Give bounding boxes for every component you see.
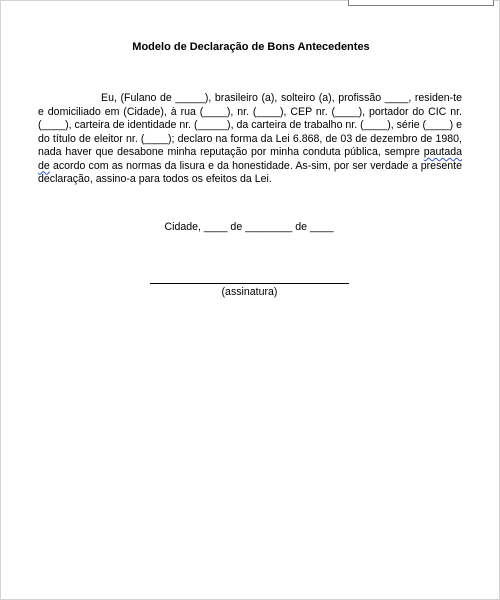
- paragraph-text-end: acordo com as normas da lisura e da honestidade. As-sim, por ser verdade a presente declaração, assino-a para todos os efeitos da Lei.: [38, 159, 462, 185]
- corner-text-box: [348, 0, 494, 6]
- signature-line: [150, 283, 349, 284]
- declaration-paragraph: [38, 92, 462, 187]
- signature-label: (assinatura): [221, 286, 278, 298]
- date-line: Cidade, ____ de ________ de ____: [164, 221, 334, 233]
- paragraph-text-start: Eu, (Fulano de _____), brasileiro (a), solteiro (a), profissão ____, residen-te e domiciliado em (Cidade), à rua (____), nr. (____), CEP nr. (____), portador do CIC nr. (____), carteira de identidade nr. (_____), da carteira de trabalho nr. (____), série (____) e do título de eleitor nr. (____); declaro na forma da Lei 6.868, de 03 de dezembro de 1980, nada haver que desabone minha reputação por minha conduta pública, sempre: [38, 92, 463, 158]
- document-title: Modelo de Declaração de Bons Antecedentes: [132, 41, 370, 53]
- spellcheck-flagged-text[interactable]: pautada de: [38, 146, 462, 172]
